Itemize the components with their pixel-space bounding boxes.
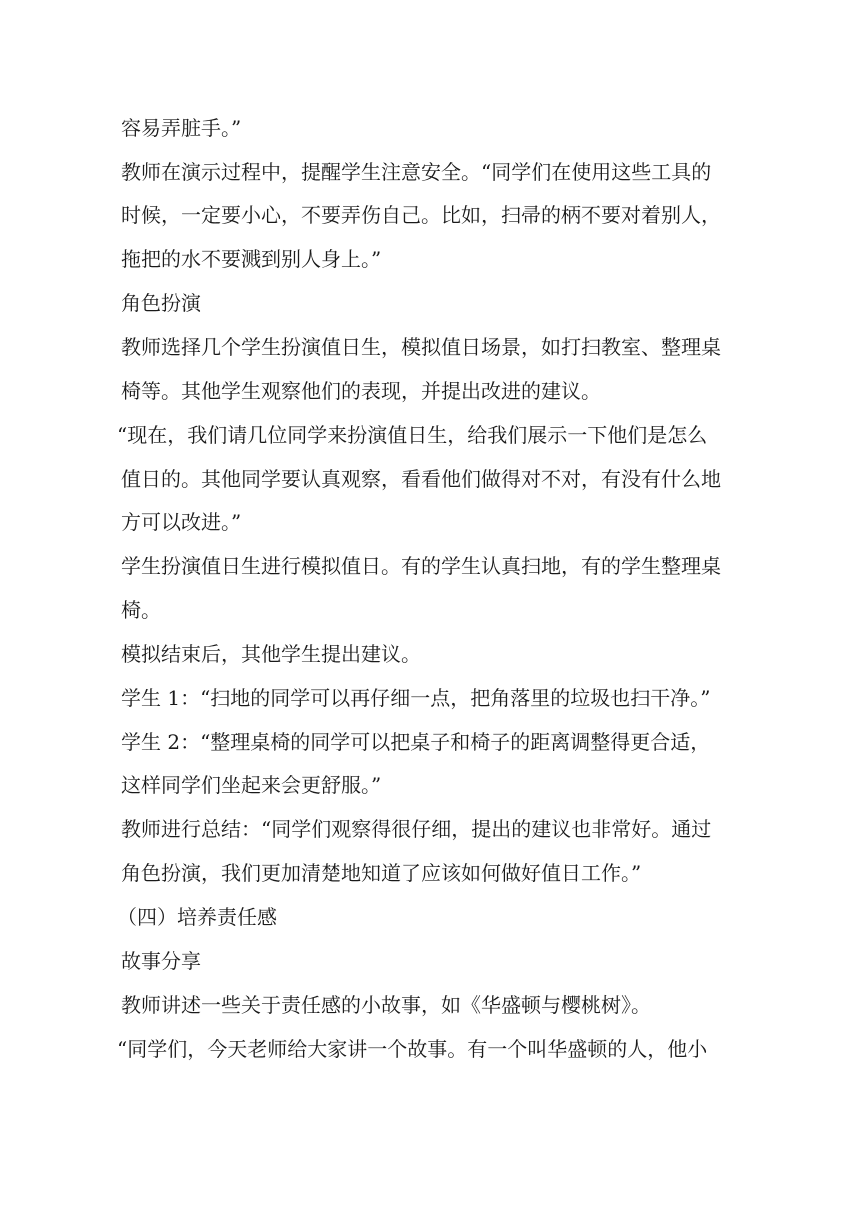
text-line: “同学们，今天老师给大家讲一个故事。有一个叫华盛顿的人，他小: [117, 1037, 708, 1061]
text-line: 学生 2：“整理桌椅的同学可以把桌子和椅子的距离调整得更合适，: [121, 730, 711, 754]
text-line: “现在，我们请几位同学来扮演值日生，给我们展示一下他们是怎么: [117, 423, 708, 447]
section-heading: 角色扮演: [121, 291, 201, 315]
text-line: 教师进行总结：“同学们观察得很仔细，提出的建议也非常好。通过: [121, 817, 712, 841]
text-line: 学生扮演值日生进行模拟值日。有的学生认真扫地，有的学生整理桌: [121, 554, 721, 578]
text-line: 椅等。其他学生观察他们的表现，并提出改进的建议。: [121, 379, 601, 403]
text-line: 模拟结束后，其他学生提出建议。: [121, 642, 421, 666]
text-line: 拖把的水不要溅到别人身上。”: [121, 247, 382, 271]
text-line: 容易弄脏手。”: [121, 116, 242, 140]
text-line: 椅。: [121, 598, 161, 622]
text-line: 这样同学们坐起来会更舒服。”: [121, 773, 382, 797]
text-line: 值日的。其他同学要认真观察，看看他们做得对不对，有没有什么地: [121, 467, 721, 491]
section-heading: 故事分享: [121, 949, 201, 973]
text-line: 角色扮演，我们更加清楚地知道了应该如何做好值日工作。”: [121, 861, 642, 885]
text-line: 学生 1：“扫地的同学可以再仔细一点，把角落里的垃圾也扫干净。”: [121, 686, 711, 710]
text-line: 教师在演示过程中，提醒学生注意安全。“同学们在使用这些工具的: [121, 160, 712, 184]
text-line: 教师讲述一些关于责任感的小故事，如《华盛顿与樱桃树》。: [121, 993, 651, 1017]
text-line: 教师选择几个学生扮演值日生，模拟值日场景，如打扫教室、整理桌: [121, 335, 721, 359]
section-heading: （四）培养责任感: [117, 905, 277, 929]
text-line: 方可以改进。”: [121, 510, 242, 534]
text-line: 时候，一定要小心，不要弄伤自己。比如，扫帚的柄不要对着别人，: [121, 203, 721, 227]
